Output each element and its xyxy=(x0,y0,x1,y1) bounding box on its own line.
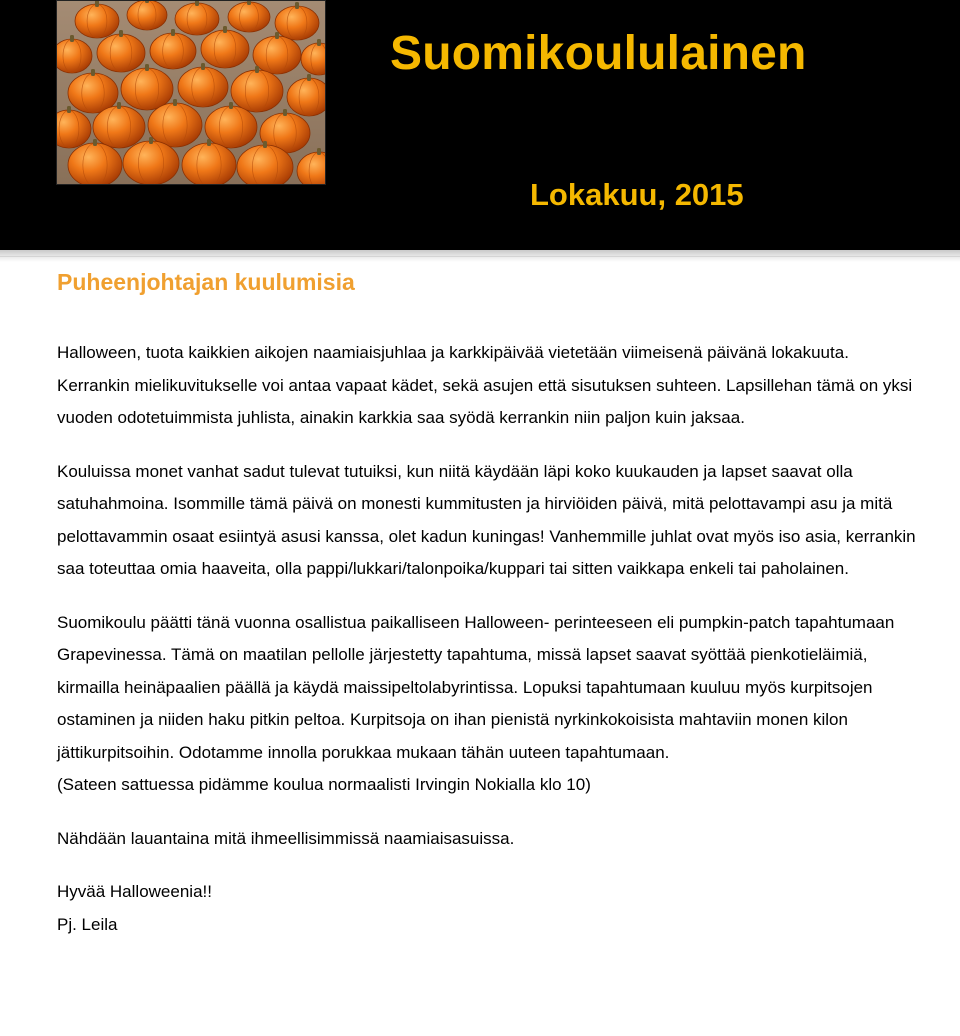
paragraph-gap xyxy=(57,435,917,456)
pumpkin-shape xyxy=(228,2,270,32)
article-paragraph: Kouluissa monet vanhat sadut tulevat tutuiksi, kun niitä käydään läpi koko kuukauden ja lapset saavat olla satuhahmoina. Isommille tämä päivä on monesti kummitusten ja hirviöiden päivä, mitä pelottavampi asu ja mitä pelottavammin osaat esiintyä asusi kanssa, olet kadun kuningas! Vanhemmille juhlat ovat myös iso asia, kerrankin saa toteuttaa omia haaveita, olla pappi/lukkari/talonpoika/kuppari tai sitten vaikkapa enkeli tai paholainen. xyxy=(57,461,916,578)
pumpkin-stem xyxy=(173,99,177,106)
pumpkin-shape xyxy=(275,6,319,40)
pumpkin-stem xyxy=(247,1,251,5)
pumpkin-stem xyxy=(263,141,267,148)
newsletter-title: Suomikoululainen xyxy=(390,27,807,80)
pumpkin-shape xyxy=(231,70,283,112)
pumpkin-stem xyxy=(145,1,149,3)
closing-greeting: Hyvää Halloweenia!! xyxy=(57,882,212,901)
article-paragraph: Halloween, tuota kaikkien aikojen naamiaisjuhlaa ja karkkipäivää vietetään viimeisenä päivänä lokakuuta. Kerrankin mielikuvitukselle voi antaa vapaat kädet, sekä asujen että sisutuksen suhteen. Lapsillehan tämä on yksi vuoden odotetuimmista juhlista, ainakin karkkia saa syödä kerrankin niin paljon kuin jaksaa. xyxy=(57,343,913,427)
pumpkin-stem xyxy=(67,106,71,113)
pumpkin-shape xyxy=(287,78,325,116)
pumpkin-shape xyxy=(182,143,236,184)
pumpkin-shape xyxy=(148,103,202,147)
pumpkin-shape xyxy=(205,106,257,148)
pumpkin-stem xyxy=(91,69,95,76)
pumpkin-stem xyxy=(70,35,74,42)
pumpkin-stem xyxy=(149,137,153,144)
pumpkin-stem xyxy=(119,30,123,37)
pumpkin-stem xyxy=(307,74,311,81)
pumpkin-shape xyxy=(237,145,293,184)
pumpkin-shape xyxy=(178,67,228,107)
pumpkin-shape xyxy=(57,39,92,73)
pumpkin-shape xyxy=(121,68,173,110)
pumpkin-stem xyxy=(317,148,321,155)
pumpkin-shape xyxy=(93,106,145,148)
pumpkin-shape xyxy=(150,33,196,69)
header-separator xyxy=(0,250,960,262)
pumpkin-stem xyxy=(171,29,175,36)
pumpkin-shape xyxy=(97,34,145,72)
article-body xyxy=(57,337,917,941)
pumpkin-stem xyxy=(93,139,97,146)
pumpkin-shape xyxy=(175,3,219,35)
pumpkin-stem xyxy=(229,102,233,109)
paragraph-gap xyxy=(57,802,917,823)
paragraph-gap xyxy=(57,586,917,607)
pumpkin-stem xyxy=(117,102,121,109)
pumpkin-shape xyxy=(253,36,301,74)
pumpkin-stem xyxy=(95,1,99,7)
article-paragraph: Suomikoulu päätti tänä vuonna osallistua paikalliseen Halloween- perinteeseen eli pumpkin-patch tapahtumaan Grapevinessa. Tämä on maatilan pellolle järjestetty tapahtuma, missä lapset saavat syöttää pienkotieläimiä, kirmailla heinäpaalien päällä ja käydä maissipeltolabyrintissa. Lopuksi tapahtumaan kuuluu myös kurpitsojen ostaminen ja niiden haku pitkin peltoa. Kurpitsoja on ihan pienistä nyrkinkokoisista mahtaviin monen kilon jättikurpitsoihin. Odotamme innolla porukkaa mukaan tähän uuteen tapahtumaan. xyxy=(57,612,895,762)
pumpkin-shape xyxy=(68,143,122,184)
pumpkin-stem xyxy=(295,2,299,9)
pumpkin-pile-photo xyxy=(57,1,325,184)
pumpkin-stem xyxy=(283,109,287,116)
pumpkin-stem xyxy=(317,39,321,46)
pumpkin-shape xyxy=(123,141,179,184)
pumpkin-stem xyxy=(195,1,199,6)
paragraph-gap xyxy=(57,855,917,876)
section-title: Puheenjohtajan kuulumisia xyxy=(57,269,355,295)
pumpkin-stem xyxy=(207,139,211,146)
pumpkin-shape xyxy=(127,1,167,30)
pumpkin-stem xyxy=(255,66,259,73)
article-paragraph: Nähdään lauantaina mitä ihmeellisimmissä naamiaisasuissa. xyxy=(57,828,515,848)
pumpkin-stem xyxy=(275,32,279,39)
pumpkin-stem xyxy=(201,63,205,70)
article-paragraph: (Sateen sattuessa pidämme koulua normaalisti Irvingin Nokialla klo 10) xyxy=(57,775,591,794)
pumpkin-stem xyxy=(145,64,149,71)
signature: Pj. Leila xyxy=(57,914,118,934)
pumpkin-shape xyxy=(75,4,119,38)
pumpkin-shape xyxy=(201,30,249,68)
header-banner xyxy=(0,0,960,250)
issue-date: Lokakuu, 2015 xyxy=(530,177,744,212)
pumpkin-stem xyxy=(223,26,227,33)
